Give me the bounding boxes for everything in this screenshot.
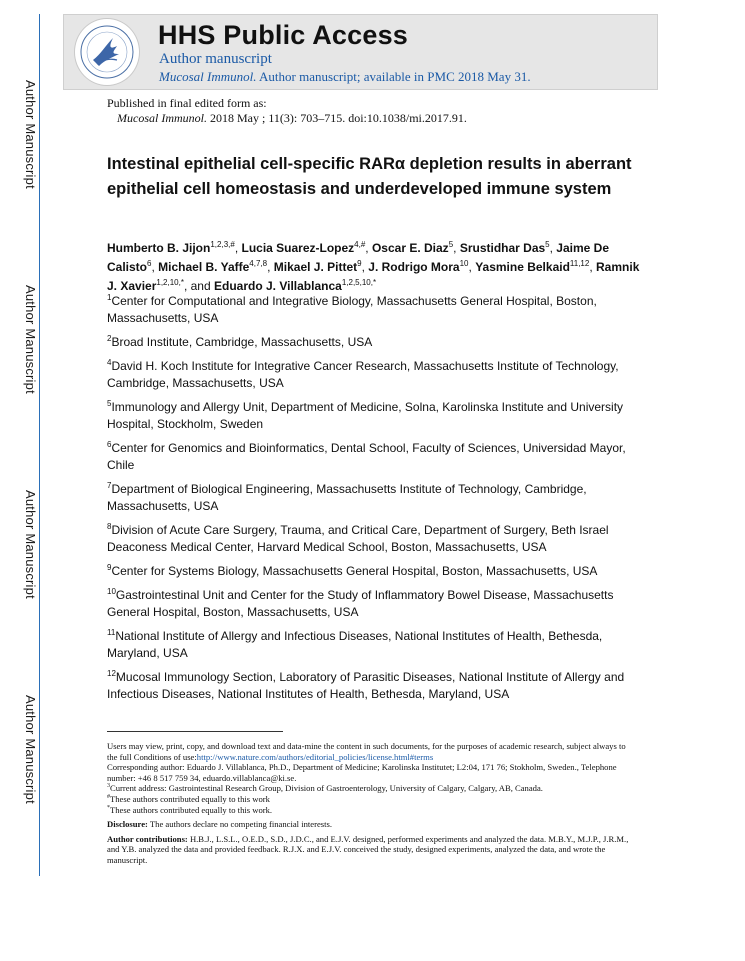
author-name: Michael B. Yaffe <box>158 260 250 274</box>
affiliation-number: 12 <box>107 669 116 678</box>
author-name: Lucia Suarez-Lopez <box>241 241 355 255</box>
disclosure-label: Disclosure: <box>107 819 148 830</box>
author-affiliation-marker: 5 <box>545 240 550 249</box>
author <box>214 279 376 293</box>
affiliation <box>107 628 647 662</box>
terms-link[interactable]: http://www.nature.com/authors/editorial_policies/license.html#terms <box>196 751 434 762</box>
author-affiliation-marker: 4,# <box>354 240 366 249</box>
disclosure-text: The authors declare no competing financial interests. <box>149 819 332 830</box>
margin-rule <box>39 14 40 876</box>
author-affiliation-marker: 11,12 <box>569 259 590 268</box>
footnote-marker: * <box>107 804 110 811</box>
footnote-divider <box>107 731 283 732</box>
affiliation-text: Center for Computational and Integrative Biology, Massachusetts General Hospital, Boston, Massachusetts, USA <box>107 294 597 325</box>
author <box>460 241 550 255</box>
author-affiliation-marker: 6 <box>147 259 152 268</box>
author-list: Humberto B. Jijon$^{1,2,3,\#}$, Lucia Suarez-Lopez$^{4,\#}$, Oscar E. Diaz$^5$, Srustidhar Das$^5$, Jaime De Calisto$^6$, Michael B. Yaffe$^{4,7,8}$, Mikael J. Pittet$^9$, J. Rodrigo Mora$^{10}$, Yasmine Belkaid$^{11,12}$, Ramnik J. Xavier$^{1,2,10,*}$, and Eduardo J. Villablanca$^{1,2,5,10,*}$ <box>107 240 640 293</box>
terms-text: Users may view, print, copy, and download text and data-mine the content in such documents, for the purposes of academic research, subject always to the full Conditions of use: <box>107 741 626 762</box>
author-name: Humberto B. Jijon <box>107 241 211 255</box>
affiliation <box>107 358 647 392</box>
author <box>107 241 235 255</box>
affiliation <box>107 481 647 515</box>
affiliation-text: Division of Acute Care Surgery, Trauma, and Critical Care, Department of Surgery, Beth Israel Deaconess Medical Center, Harvard Medical School, Boston, Massachusetts, USA <box>107 523 609 554</box>
author <box>274 260 362 274</box>
sidebar-label: Author Manuscript <box>23 285 38 394</box>
affiliation-number: 2 <box>107 334 112 343</box>
affiliation-number: 11 <box>107 628 116 637</box>
current-address: Current address: Gastrointestinal Research Group, Division of Gastroenterology, University of Calgary, Calgary, AB, Canada. <box>110 783 543 794</box>
author <box>372 241 453 255</box>
published-citation-line <box>117 111 467 126</box>
author <box>241 241 365 255</box>
sidebar-label: Author Manuscript <box>23 80 38 189</box>
affiliation-text: Immunology and Allergy Unit, Department of Medicine, Solna, Karolinska Institute and University Hospital, Stockholm, Sweden <box>107 400 624 431</box>
corresponding-author: Corresponding author: Eduardo J. Villablanca, Ph.D., Department of Medicine; Karolinska Institutet; L2:04, 171 76; Stokholm, Sweden., Telephone number: +46 8 517 759 34, eduardo.villablanca@ki.se. <box>107 762 617 783</box>
author-affiliation-marker: 1,2,5,10,* <box>341 278 377 287</box>
hhs-eagle-logo <box>74 18 140 86</box>
affiliation <box>107 563 647 580</box>
author-name: Srustidhar Das <box>459 241 546 255</box>
author-name: Oscar E. Diaz <box>371 241 449 255</box>
author-affiliation-marker: 4,7,8 <box>249 259 268 268</box>
sidebar-label: Author Manuscript <box>23 490 38 599</box>
affiliation-text: Center for Genomics and Bioinformatics, Dental School, Faculty of Sciences, Universidad Mayor, Chile <box>107 441 626 472</box>
author-affiliation-marker: 1,2,10,* <box>156 278 184 287</box>
author-affiliation-marker: 1,2,3,# <box>210 240 235 249</box>
affiliation <box>107 669 647 703</box>
page-title: HHS Public Access <box>158 20 408 50</box>
affiliation <box>107 293 647 327</box>
author-affiliation-marker: 10 <box>459 259 469 268</box>
published-info <box>107 96 467 126</box>
affiliation-text: National Institute of Allergy and Infectious Diseases, National Institutes of Health, Bethesda, Maryland, USA <box>107 629 603 660</box>
affiliation-number: 6 <box>107 440 112 449</box>
affiliation-list <box>107 293 647 710</box>
affiliation-text: Mucosal Immunology Section, Laboratory of Parasitic Diseases, National Institute of Allergy and Infectious Diseases, National Institutes of Health, Bethesda, Maryland, USA <box>107 670 625 701</box>
author <box>475 260 589 274</box>
equal-contribution-note: These authors contributed equally to this work. <box>110 804 273 815</box>
author-name: Eduardo J. Villablanca <box>214 279 342 293</box>
affiliation-text: David H. Koch Institute for Integrative Cancer Research, Massachusetts Institute of Technology, Cambridge, Massachusetts, USA <box>107 359 619 390</box>
published-label: Published in final edited form as: <box>107 96 267 110</box>
affiliation-number: 7 <box>107 481 112 490</box>
affiliation <box>107 334 647 351</box>
published-citation: 2018 May ; 11(3): 703–715. doi:10.1038/mi.2017.91. <box>210 111 467 125</box>
affiliation-number: 9 <box>107 563 112 572</box>
author-name: Jaime De Calisto <box>107 241 609 274</box>
footnotes <box>107 741 637 866</box>
article-title: Intestinal epithelial cell-specific RARα depletion results in aberrant epithelial cell homeostasis and underdeveloped immune system <box>107 155 632 198</box>
published-journal: Mucosal Immunol. <box>117 111 207 125</box>
author-name: Ramnik J. Xavier <box>107 260 640 293</box>
affiliation-text: Department of Biological Engineering, Massachusetts Institute of Technology, Cambridge, Massachusetts, USA <box>107 482 587 513</box>
footnote-marker: # <box>107 794 110 801</box>
affiliation-number: 1 <box>107 293 112 302</box>
author <box>368 260 468 274</box>
affiliation-number: 4 <box>107 358 112 367</box>
header-subtitle: Author manuscript <box>159 51 272 67</box>
affiliation <box>107 522 647 556</box>
author-affiliation-marker: 5 <box>448 240 454 249</box>
author-name: Yasmine Belkaid <box>475 260 570 274</box>
affiliation-text: Gastrointestinal Unit and Center for the Study of Inflammatory Bowel Disease, Massachusetts General Hospital, Boston, Massachusetts, USA <box>107 588 614 619</box>
equal-contribution-note: These authors contributed equally to this work <box>110 793 270 804</box>
header-journal-line <box>159 69 531 85</box>
contributions-label: Author contributions: <box>107 833 188 844</box>
header-journal: Mucosal Immunol. <box>159 69 257 84</box>
affiliation-text: Broad Institute, Cambridge, Massachusetts, USA <box>111 335 373 349</box>
contributions-text: H.B.J., L.S.L., O.E.D., S.D., J.D.C., and E.J.V. designed, performed experiments and analyzed the data. M.B.Y., M.J.P., J.R.M., and Y.B. analyzed the data and provided feedback. R.J.X. and E.J.V. conceived the study, designed experiments, analyzed the data, and wrote the manuscript. <box>107 833 629 865</box>
header-availability: Author manuscript; available in PMC 2018 May 31. <box>259 69 531 84</box>
affiliation <box>107 440 647 474</box>
author-name: Mikael J. Pittet <box>273 260 358 274</box>
author-conjunction: and <box>190 279 211 293</box>
author-affiliation-marker: 9 <box>357 259 362 268</box>
footnote-marker: 3 <box>107 783 110 790</box>
affiliation <box>107 399 647 433</box>
author <box>158 260 267 274</box>
affiliation <box>107 587 647 621</box>
affiliation-number: 5 <box>107 399 112 408</box>
affiliation-number: 8 <box>107 522 112 531</box>
affiliation-text: Center for Systems Biology, Massachusetts General Hospital, Boston, Massachusetts, USA <box>111 564 598 578</box>
author-name: J. Rodrigo Mora <box>368 260 460 274</box>
sidebar-label: Author Manuscript <box>23 695 38 804</box>
affiliation-number: 10 <box>107 587 116 596</box>
